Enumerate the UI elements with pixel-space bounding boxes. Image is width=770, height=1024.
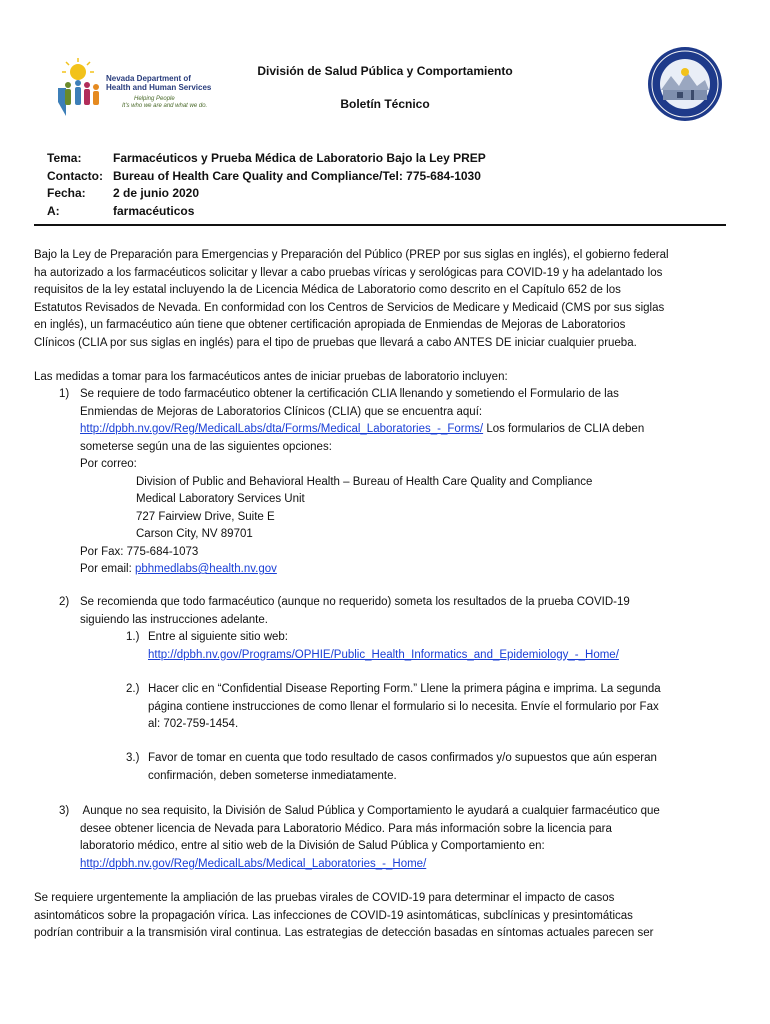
address-line: Medical Laboratory Services Unit — [136, 493, 305, 505]
sub-item-2-text — [148, 681, 718, 734]
closing-line: asintomáticos sobre la propagación vírica. Las infecciones de COVID-19 asintomáticas, subclínicas y presintomáticas — [34, 909, 633, 922]
address-line: 727 Fairview Drive, Suite E — [136, 510, 275, 523]
item-line: Se recomienda que todo farmacéutico (aunque no requerido) someta los resultados de la prueba COVID-19 — [80, 596, 630, 608]
item-line: laboratorio médico, entre al sitio web de la División de Salud Pública y Comportamiento en: — [80, 840, 545, 852]
email-link[interactable]: pbhmedlabs@health.nv.gov — [134, 563, 277, 575]
meta-row-tema — [47, 150, 486, 168]
closing-paragraph — [34, 890, 726, 943]
address-line: Carson City, NV 89701 — [136, 528, 253, 540]
sub-item-line: Favor de tomar en cuenta que todo resultado de casos confirmados y/o supuestos que aún esperan — [148, 752, 657, 764]
sub-item-line: Hacer clic en “Confidential Disease Reporting Form.” Llene la primera página e imprima. La segunda — [148, 683, 661, 695]
tema-label: Tema: — [47, 151, 82, 165]
item-line: Aunque no sea requisito, la División de Salud Pública y Comportamiento le ayudará a cualquier farmacéutico que — [80, 805, 660, 817]
logo-org-line2: Health and Human Services — [106, 83, 212, 92]
email-line — [80, 561, 720, 579]
meta-row-a — [47, 203, 486, 221]
item-1-text — [80, 386, 720, 579]
a-value: farmacéuticos — [113, 203, 195, 218]
bulletin-meta — [47, 150, 486, 220]
intro-line: Estatutos Revisados de Nevada. En conformidad con los Centros de Servicios de Medicare y Medicaid (CMS por sus siglas — [34, 301, 665, 314]
header-divider — [34, 224, 726, 226]
sub-item-line: página contiene instrucciones de como llenar el formulario si lo necesita. Envíe el formulario por Fax — [148, 700, 659, 713]
logo-tagline-line2: It's who we are and what we do. — [122, 103, 208, 109]
item-3-text — [80, 803, 720, 873]
sub-item-number: 3.) — [126, 752, 140, 764]
sub-item-3-text — [148, 750, 718, 785]
a-label: A: — [47, 203, 60, 218]
fecha-value: 2 de junio 2020 — [113, 186, 200, 200]
meta-row-fecha — [47, 185, 486, 203]
sub-item-line: al: 702-759-1454. — [148, 718, 239, 730]
intro-line: requisitos de la ley estatal incluyendo la de Licencia Médica de Laboratorio como descrito en el Capítulo 652 de los — [34, 284, 621, 296]
ophie-home-link[interactable]: http://dpbh.nv.gov/Programs/OPHIE/Public_Health_Informatics_and_Epidemiology_-_Home/ — [148, 648, 619, 661]
sub-item-number: 2.) — [126, 683, 140, 695]
item-line-tail: Los formularios de CLIA deben — [483, 423, 645, 435]
sub-item-1-text — [148, 629, 718, 664]
mailing-address — [80, 474, 720, 544]
logo-tagline-line1: Helping People — [134, 96, 175, 102]
intro-line: Clínicos (CLIA por sus siglas en inglés) para el tipo de pruebas que llevará a cabo ANTES DE iniciar cualquier prueba. — [34, 336, 637, 349]
clia-forms-link[interactable]: http://dpbh.nv.gov/Reg/MedicalLabs/dta/Forms/Medical_Laboratories_-_Forms/ — [80, 423, 484, 435]
contacto-label: Contacto: — [47, 168, 103, 183]
intro-line: ha autorizado a los farmacéuticos solicitar y llevar a cabo pruebas víricas y serológicas para COVID-19 y ha adelantado los — [34, 266, 663, 279]
fax-line: Por Fax: 775-684-1073 — [80, 545, 199, 558]
tema-value: Farmacéuticos y Prueba Médica de Laboratorio Bajo la Ley PREP — [113, 151, 486, 165]
mail-label: Por correo: — [80, 458, 137, 470]
item-line: siguiendo las instrucciones adelante. — [80, 613, 268, 626]
sub-item-line: confirmación, deben someterse inmediatamente. — [148, 769, 397, 782]
item-number: 3) — [59, 805, 70, 817]
item-line: someterse según una de las siguientes opciones: — [80, 440, 332, 453]
email-label: Por email: — [80, 563, 135, 575]
item-number: 1) — [59, 388, 70, 400]
fecha-label: Fecha: — [47, 186, 86, 200]
address-line: Division of Public and Behavioral Health – Bureau of Health Care Quality and Compliance — [136, 475, 593, 488]
intro-line: en inglés), un farmacéutico aún tiene que obtener certificación apropiada de Enmiendas de Mejoras de Laboratorios — [34, 319, 626, 331]
item-line — [80, 421, 720, 439]
medical-labs-home-link[interactable]: http://dpbh.nv.gov/Reg/MedicalLabs/Medical_Laboratories_-_Home/ — [80, 857, 427, 870]
measures-intro: Las medidas a tomar para los farmacéuticos antes de iniciar pruebas de laboratorio incluyen: — [34, 371, 508, 383]
item-line: desee obtener licencia de Nevada para Laboratorio Médico. Para más información sobre la licencia para — [80, 822, 612, 835]
sub-item-number: 1.) — [126, 631, 140, 643]
division-title: División de Salud Pública y Comportamiento — [257, 64, 513, 78]
bulletin-title: Boletín Técnico — [340, 97, 430, 111]
intro-paragraph — [34, 247, 726, 352]
meta-row-contacto — [47, 168, 486, 186]
intro-line: Bajo la Ley de Preparación para Emergencias y Preparación del Público (PREP por sus siglas en inglés), el gobierno federal — [34, 249, 669, 261]
contacto-value: Bureau of Health Care Quality and Compliance/Tel: 775-684-1030 — [113, 168, 481, 183]
item-number: 2) — [59, 596, 70, 608]
closing-line: Se requiere urgentemente la ampliación de las pruebas virales de COVID-19 para determinar el impacto de casos — [34, 892, 615, 904]
logo-org-line1: Nevada Department of — [106, 74, 191, 83]
closing-line: podrían contribuir a la transmisión viral continua. Las estrategias de detección basadas en síntomas actuales parecen ser — [34, 927, 654, 939]
item-line: Enmiendas de Mejoras de Laboratorios Clínicos (CLIA) que se encuentra aquí: — [80, 405, 483, 418]
item-2-text — [80, 594, 720, 629]
item-line: Se requiere de todo farmacéutico obtener la certificación CLIA llenando y sometiendo el Formulario de las — [80, 388, 619, 400]
sub-item-line: Entre al siguiente sitio web: — [148, 631, 288, 643]
